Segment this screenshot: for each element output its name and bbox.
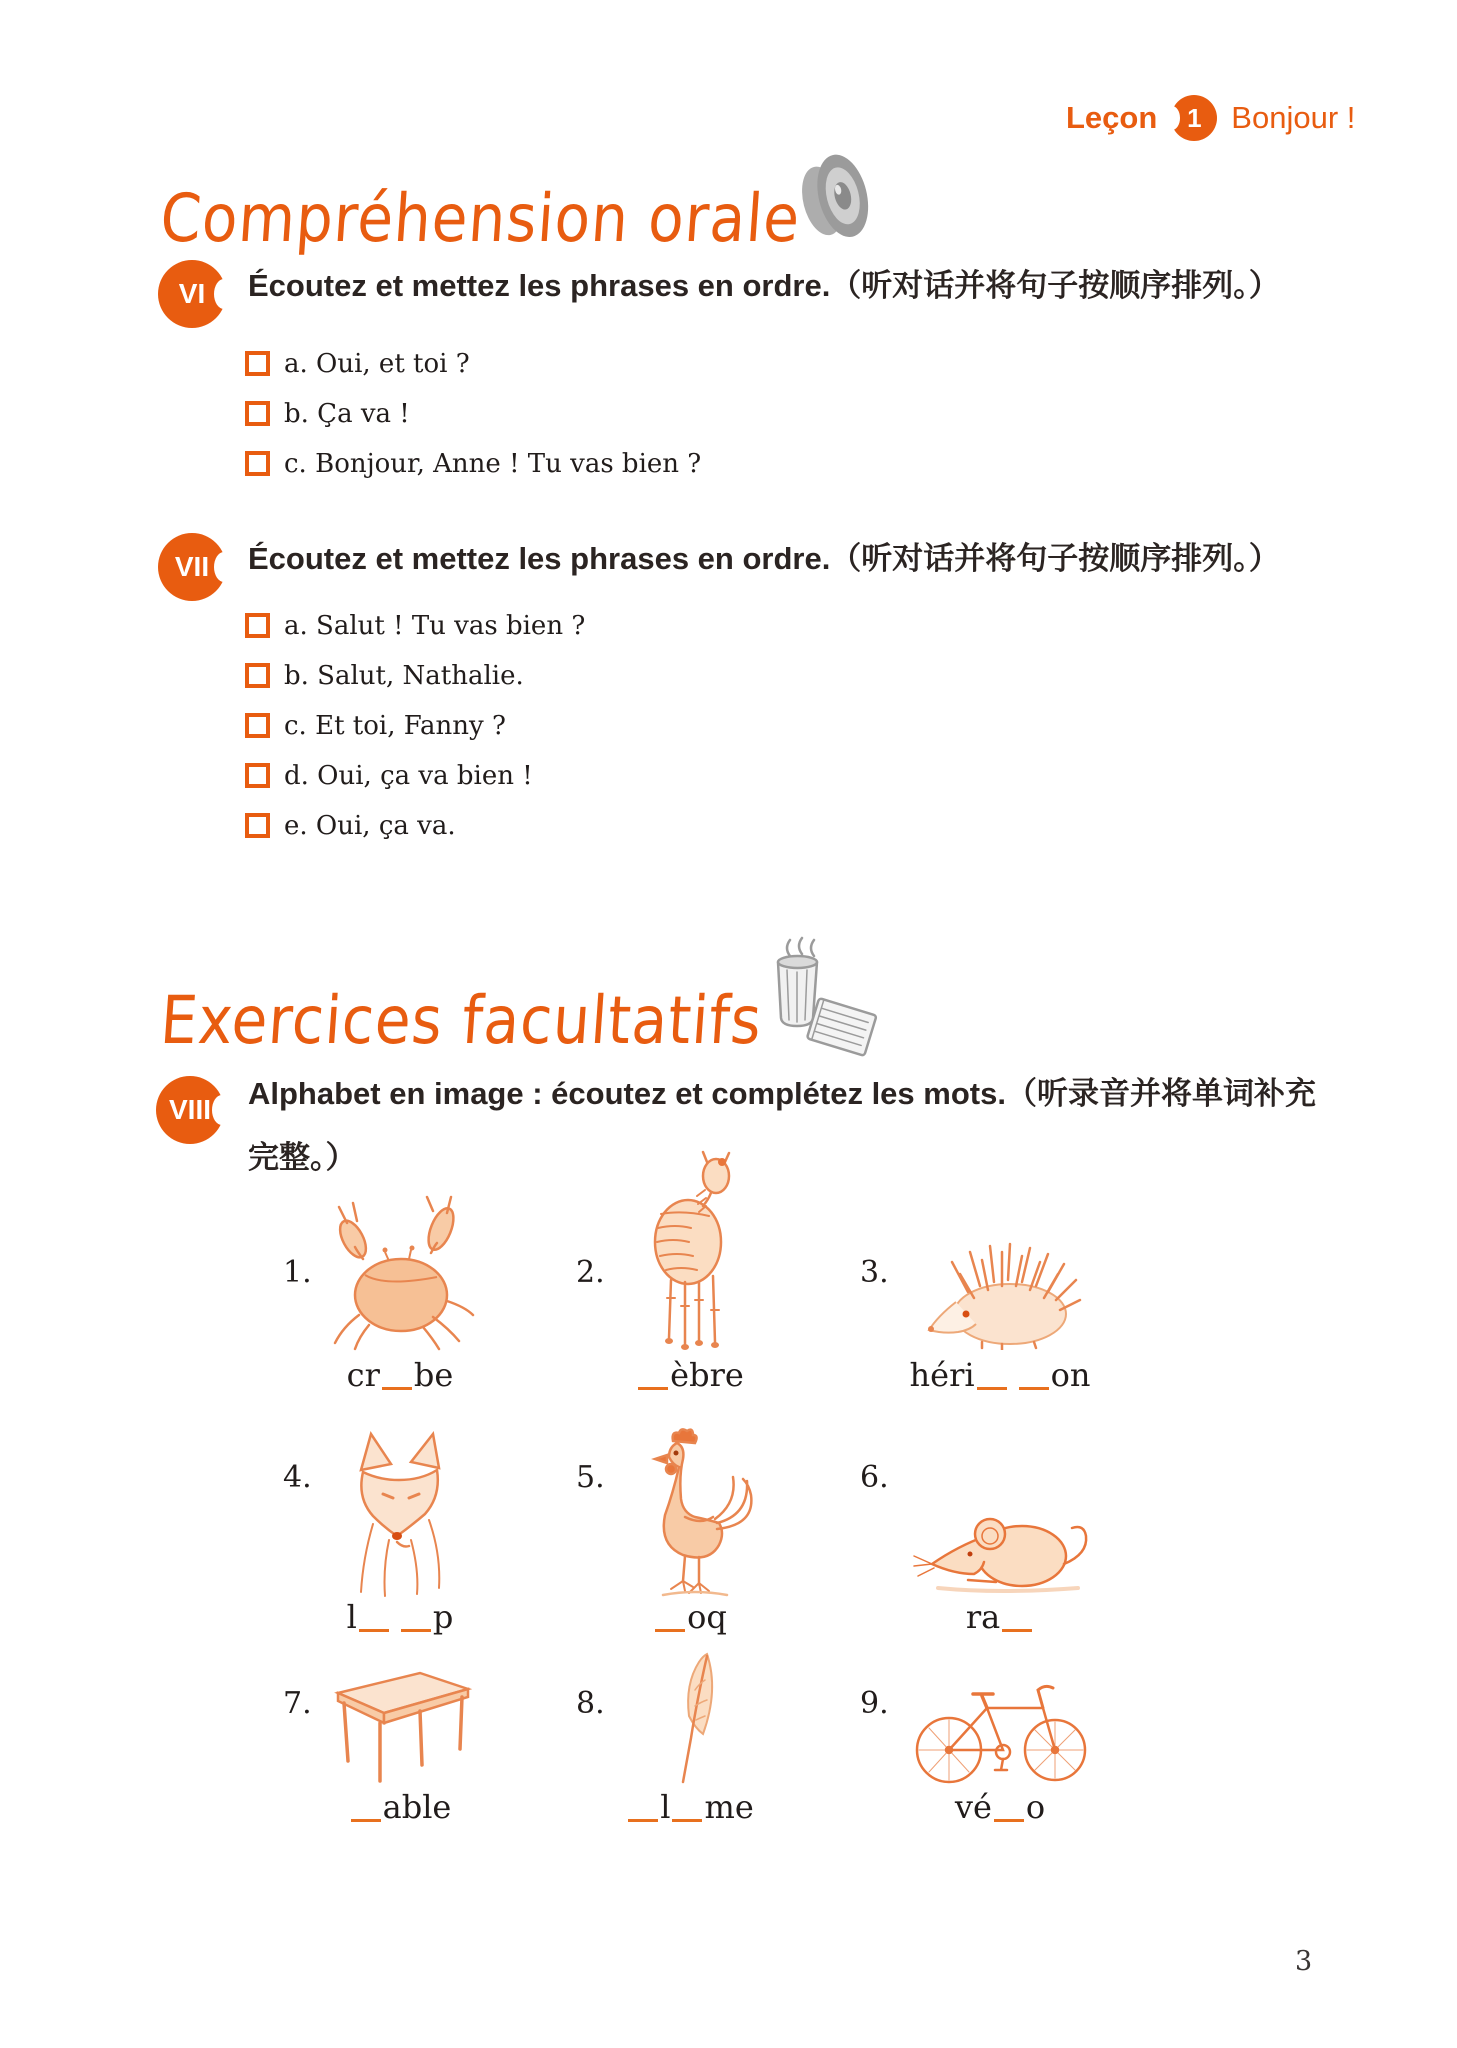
- list-item: [245, 450, 701, 477]
- lesson-number-badge: 1: [1171, 95, 1217, 141]
- answer-checkbox[interactable]: [245, 713, 270, 738]
- phrase-label: a. Salut ! Tu vas bien ?: [284, 610, 586, 641]
- phrase-label: b. Salut, Nathalie.: [284, 660, 524, 691]
- word-crabe: [290, 1356, 510, 1394]
- item-number: 8.: [576, 1686, 605, 1721]
- answer-checkbox[interactable]: [245, 351, 270, 376]
- word-loup: [290, 1598, 510, 1636]
- item-number: 7.: [283, 1686, 312, 1721]
- hedgehog-illustration: [918, 1238, 1083, 1355]
- phrase-label: d. Oui, ça va bien !: [284, 760, 533, 791]
- word-coq: [580, 1598, 800, 1636]
- exercise-vi-badge: VI: [158, 260, 226, 328]
- item-number: 1.: [283, 1255, 312, 1290]
- phrase-label: c. Et toi, Fanny ?: [284, 710, 506, 741]
- zebra-illustration: [633, 1150, 748, 1360]
- page-number: 3: [1295, 1946, 1313, 1977]
- answer-blank[interactable]: [1002, 1629, 1032, 1632]
- answer-checkbox[interactable]: [245, 451, 270, 476]
- list-item: [245, 400, 701, 427]
- phrase-label: e. Oui, ça va.: [284, 810, 456, 841]
- phrase-label: c. Bonjour, Anne ! Tu vas bien ?: [284, 448, 702, 479]
- rooster-illustration: [625, 1423, 755, 1606]
- item-number: 6.: [860, 1460, 889, 1495]
- exercise-vi-items: [245, 350, 701, 500]
- lesson-header: [1066, 94, 1355, 142]
- word-text: ra: [965, 1598, 1001, 1636]
- list-item: [245, 812, 585, 839]
- section-title-exercices-facultatifs: Exercices facultatifs: [158, 981, 765, 1059]
- phrase-label: b. Ça va !: [284, 398, 410, 429]
- answer-blank[interactable]: [977, 1387, 1007, 1390]
- answer-blank[interactable]: [994, 1819, 1024, 1822]
- exercise-viii-instruction: Alphabet en image : écoutez et complétez les mots.（听录音并将单词补充完整。）: [248, 1076, 1316, 1175]
- word-zebre: [580, 1356, 800, 1394]
- coffee-notes-icon: [738, 930, 883, 1062]
- lesson-title: Bonjour !: [1231, 100, 1356, 135]
- exercise-vii-badge: VII: [158, 533, 226, 601]
- answer-blank[interactable]: [401, 1629, 431, 1632]
- speaker-icon: [788, 146, 880, 246]
- list-item: [245, 612, 585, 639]
- phrase-label: a. Oui, et toi ?: [284, 348, 470, 379]
- bike-illustration: [905, 1658, 1095, 1793]
- wolf-illustration: [333, 1428, 468, 1605]
- answer-checkbox[interactable]: [245, 663, 270, 688]
- answer-blank[interactable]: [655, 1629, 685, 1632]
- list-item: [245, 712, 585, 739]
- word-text: able: [382, 1788, 452, 1826]
- word-text: on: [1050, 1356, 1091, 1394]
- exercise-vii-instruction: Écoutez et mettez les phrases en ordre.（听对话并将句子按顺序排列。）: [248, 541, 1280, 576]
- item-number: 9.: [860, 1686, 889, 1721]
- word-herisson: [890, 1356, 1110, 1394]
- word-text: l: [660, 1788, 671, 1826]
- answer-checkbox[interactable]: [245, 401, 270, 426]
- rat-illustration: [910, 1498, 1090, 1603]
- table-illustration: [320, 1663, 480, 1793]
- list-item: [245, 762, 585, 789]
- word-text: vé: [954, 1788, 992, 1826]
- section-title-comprehension-orale: Compréhension orale: [158, 179, 803, 257]
- word-text: l: [346, 1598, 357, 1636]
- list-item: [245, 350, 701, 377]
- word-text: èbre: [670, 1356, 744, 1394]
- exercise-viii-badge: VIII: [156, 1076, 224, 1144]
- answer-blank[interactable]: [359, 1629, 389, 1632]
- word-plume: [580, 1788, 800, 1826]
- exercise-vi-instruction: Écoutez et mettez les phrases en ordre.（听对话并将句子按顺序排列。）: [248, 268, 1280, 303]
- item-number: 2.: [576, 1255, 605, 1290]
- answer-checkbox[interactable]: [245, 813, 270, 838]
- lesson-label: Leçon: [1066, 100, 1158, 135]
- word-text: me: [704, 1788, 754, 1826]
- answer-blank[interactable]: [672, 1819, 702, 1822]
- exercise-vii-items: [245, 612, 585, 862]
- word-rat: [890, 1598, 1110, 1636]
- answer-blank[interactable]: [382, 1387, 412, 1390]
- word-text: oq: [687, 1598, 727, 1636]
- word-text: o: [1025, 1788, 1046, 1826]
- list-item: [245, 662, 585, 689]
- item-number: 4.: [283, 1460, 312, 1495]
- word-text: cr: [346, 1356, 380, 1394]
- word-velo: [890, 1788, 1110, 1826]
- answer-blank[interactable]: [1019, 1387, 1049, 1390]
- answer-checkbox[interactable]: [245, 613, 270, 638]
- crab-illustration: [313, 1195, 488, 1360]
- answer-blank[interactable]: [351, 1819, 381, 1822]
- word-text: héri: [909, 1356, 975, 1394]
- word-text: p: [432, 1598, 454, 1636]
- item-number: 3.: [860, 1255, 889, 1290]
- answer-blank[interactable]: [638, 1387, 668, 1390]
- answer-checkbox[interactable]: [245, 763, 270, 788]
- answer-blank[interactable]: [628, 1819, 658, 1822]
- feather-illustration: [655, 1650, 725, 1795]
- word-text: be: [413, 1356, 454, 1394]
- item-number: 5.: [576, 1460, 605, 1495]
- word-table: [290, 1788, 510, 1826]
